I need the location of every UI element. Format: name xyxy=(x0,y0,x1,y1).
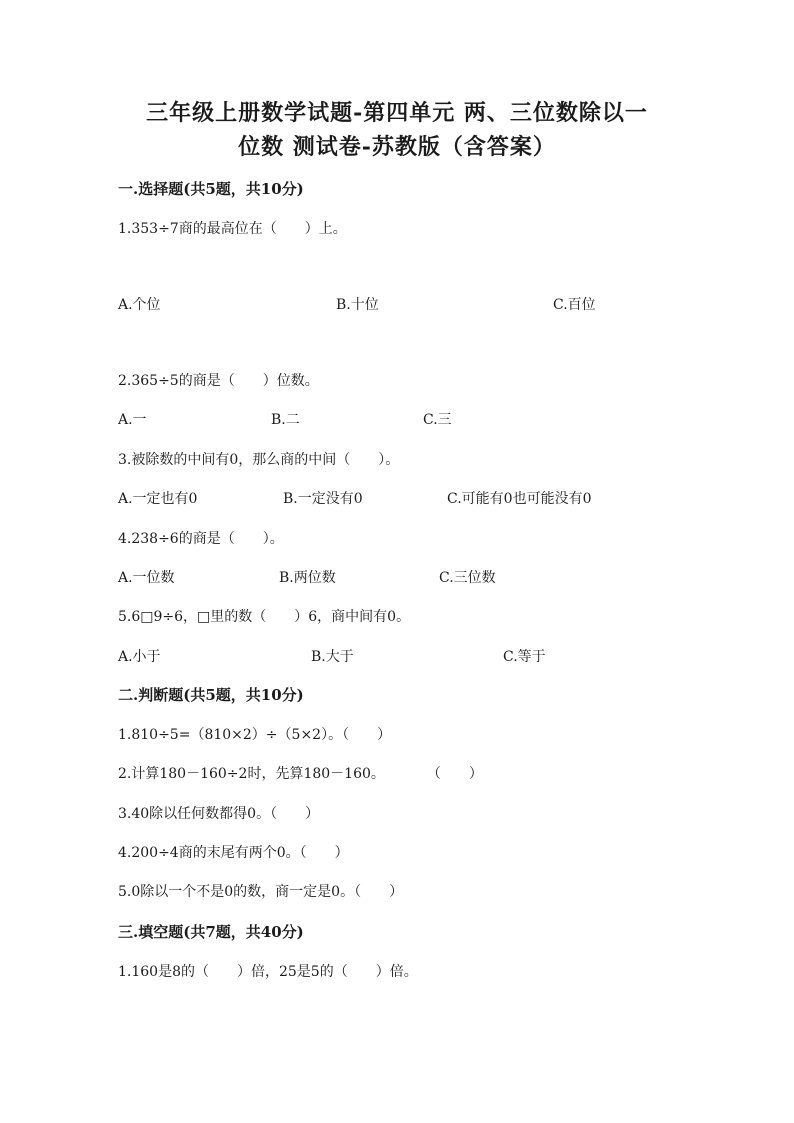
option-a: A.小于 xyxy=(118,649,161,665)
question-text: 4.200÷4商的末尾有两个0。（ ） xyxy=(118,845,349,861)
section-heading-choice: 一.选择题(共5题，共10分) xyxy=(118,180,304,198)
question-text: 2.365÷5的商是（ ）位数。 xyxy=(118,373,319,389)
option-a: A.一定也有0 xyxy=(118,491,198,507)
question-text: 2.计算180－160÷2时，先算180－160。 （ ） xyxy=(118,766,483,782)
question-text: 1.353÷7商的最高位在（ ）上。 xyxy=(118,221,347,237)
option-c: C.百位 xyxy=(553,297,596,313)
option-c: C.可能有0也可能没有0 xyxy=(447,491,592,507)
option-c: C.三 xyxy=(423,412,452,428)
question-text: 4.238÷6的商是（ ）。 xyxy=(118,531,284,547)
section-heading-judgement: 二.判断题(共5题，共10分) xyxy=(118,686,304,704)
option-b: B.两位数 xyxy=(279,570,336,586)
page-title-line-1: 三年级上册数学试题-第四单元 两、三位数除以一 xyxy=(146,100,648,126)
page-title-line-2: 位数 测试卷-苏教版（含答案） xyxy=(238,134,556,160)
question-text: 5.6□9÷6，□里的数（ ）6，商中间有0。 xyxy=(118,609,411,625)
option-a: A.一 xyxy=(118,412,147,428)
option-a: A.一位数 xyxy=(118,570,175,586)
option-b: B.一定没有0 xyxy=(283,491,363,507)
option-b: B.十位 xyxy=(336,297,379,313)
question-text: 3.被除数的中间有0，那么商的中间（ ）。 xyxy=(118,452,400,468)
question-text: 5.0除以一个不是0的数，商一定是0。（ ） xyxy=(118,884,404,900)
question-text: 1.810÷5=（810×2）÷（5×2）。（ ） xyxy=(118,727,392,743)
option-c: C.三位数 xyxy=(439,570,496,586)
section-heading-fill-blank: 三.填空题(共7题，共40分) xyxy=(118,923,304,941)
option-a: A.个位 xyxy=(118,297,161,313)
option-c: C.等于 xyxy=(503,649,546,665)
question-text: 3.40除以任何数都得0。（ ） xyxy=(118,806,320,822)
option-b: B.二 xyxy=(271,412,300,428)
option-b: B.大于 xyxy=(311,649,354,665)
question-text: 1.160是8的（ ）倍，25是5的（ ）倍。 xyxy=(118,964,418,980)
